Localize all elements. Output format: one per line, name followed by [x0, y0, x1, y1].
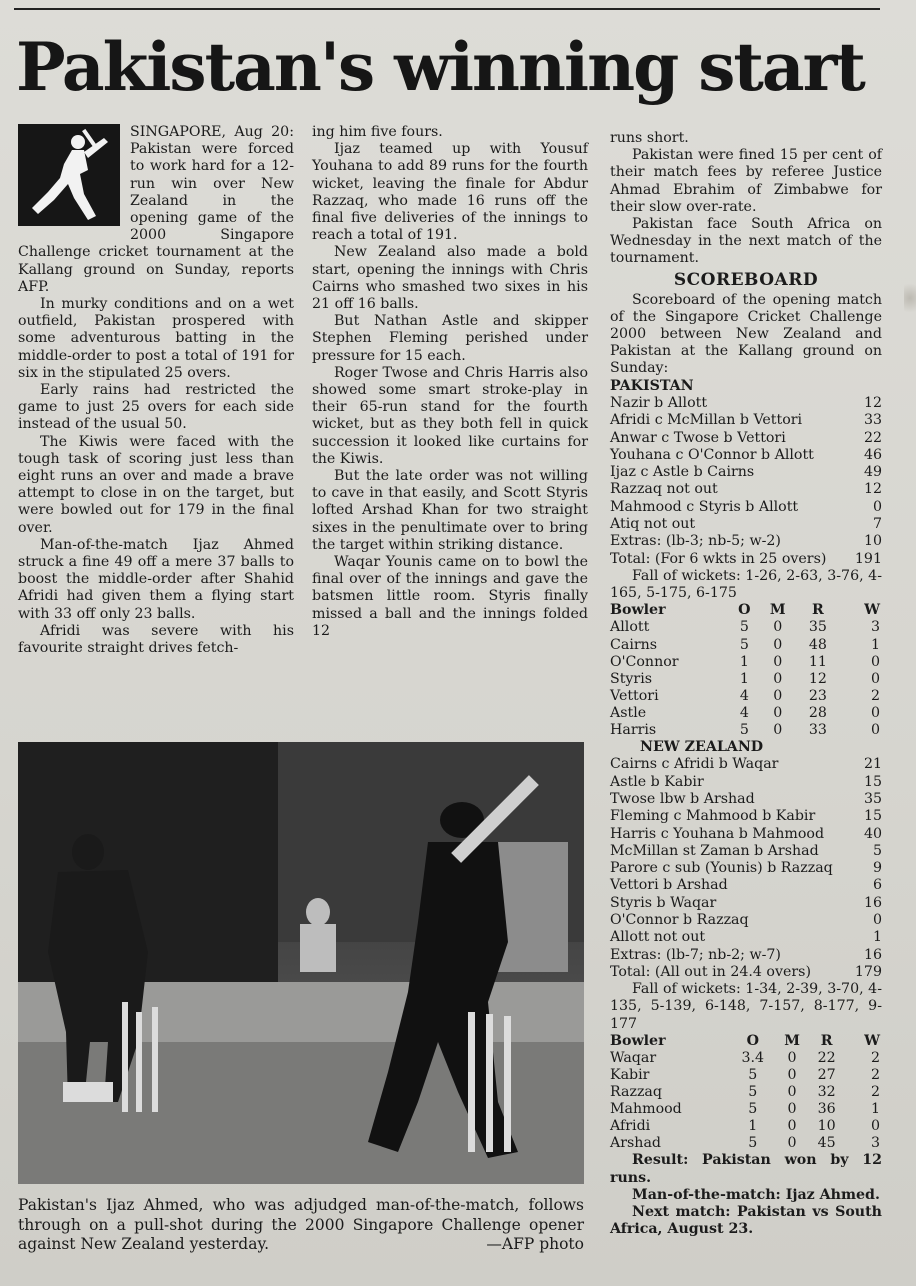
- batsman-entry: Youhana c O'Connor b Allott: [610, 446, 814, 463]
- batting-row: [610, 430, 882, 447]
- fall-of-wickets-pakistan: Fall of wickets: 1-26, 2-63, 3-76, 4-165, 5-175, 6-175: [610, 567, 882, 602]
- batsman-entry: Razzaq not out: [610, 481, 718, 498]
- bowling-column-header: R: [811, 602, 824, 619]
- batting-row: [610, 412, 882, 429]
- batsman-runs: 9: [872, 860, 882, 877]
- article-paragraph: Man-of-the-match Ijaz Ahmed struck a fine 49 off a mere 37 balls to boost the middle-order after Shahid Afridi had given them a flying start with 33 off only 23 balls.: [18, 536, 294, 622]
- bowling-figure: 3.4: [741, 1049, 765, 1066]
- batsman-entry: Atiq not out: [610, 516, 696, 533]
- article-paragraph: Pakistan were fined 15 per cent of their match fees by referee Justice Ahmad Ebrahim of Zimbabwe for their slow over-rate.: [610, 147, 882, 215]
- batsman-runs: 0: [872, 498, 882, 515]
- bowling-figure: 5: [739, 721, 749, 738]
- bowling-column-header: M: [784, 1032, 800, 1049]
- batting-row: [610, 533, 882, 550]
- bowling-row: [610, 1084, 882, 1101]
- bowling-figure: 28: [808, 704, 827, 721]
- headline: Pakistan's winning start: [16, 28, 864, 106]
- team-heading-new-zealand: NEW ZEALAND: [640, 739, 764, 756]
- bowler-name: Waqar: [610, 1049, 657, 1066]
- batsman-runs: 40: [863, 825, 882, 842]
- batting-row: [610, 964, 882, 981]
- bowling-figure: 2: [870, 1084, 880, 1101]
- batsman-runs: 5: [872, 842, 882, 859]
- cricket-batsman-icon: [18, 124, 120, 226]
- batsman-runs: 191: [854, 550, 882, 567]
- batsman-entry: Fleming c Mahmood b Kabir: [610, 808, 816, 825]
- article-column-1: [18, 124, 294, 657]
- article-paragraph: In murky conditions and on a wet outfield, Pakistan prospered with some adventurous batting in the middle-order to post a total of 191 for six in the stipulated 25 overs.: [18, 296, 294, 381]
- article-paragraph: Early rains had restricted the game to just 25 overs for each side instead of the usual 50.: [18, 382, 294, 433]
- batting-row: [610, 464, 882, 481]
- bowling-figure: 1: [870, 1101, 880, 1118]
- batting-row: [610, 774, 882, 791]
- batsman-runs: 16: [863, 946, 882, 963]
- article-paragraph: Waqar Younis came on to bowl the final over of the innings and gave the batsmen little room. Styris finally missed a ball and the innings folded 12: [312, 554, 588, 639]
- next-match: Next match: Pakistan vs South Africa, August 23.: [610, 1204, 882, 1238]
- bowling-row: [610, 671, 882, 688]
- article-column-2: [312, 124, 588, 640]
- article-paragraph: Afridi was severe with his favourite straight drives fetch-: [18, 622, 294, 657]
- new-zealand-bowling-table: [610, 1033, 882, 1153]
- bowling-figure: 2: [870, 1067, 880, 1084]
- top-rule: [14, 8, 880, 10]
- bowling-figure: 45: [817, 1135, 836, 1152]
- bowling-figure: 0: [870, 1118, 880, 1135]
- bowler-name: Harris: [610, 721, 657, 738]
- scoreboard-title: SCOREBOARD: [673, 269, 819, 290]
- batsman-runs: 7: [872, 516, 882, 533]
- batsman-entry: Allott not out: [610, 929, 706, 946]
- bowling-column-header: M: [769, 602, 786, 619]
- batting-row: [610, 516, 882, 533]
- scoreboard-intro: Scoreboard of the opening match of the Singapore Cricket Challenge 2000 between New Zealand and Pakistan at the Kallang ground on Sunday:: [610, 291, 882, 377]
- bowler-name: Vettori: [610, 687, 659, 704]
- batting-row: [610, 481, 882, 498]
- bowling-row: [610, 1050, 882, 1067]
- bowling-figure: 0: [773, 636, 783, 653]
- batsman-runs: 6: [872, 877, 882, 894]
- batsman-runs: 12: [863, 394, 882, 411]
- bowling-figure: 5: [748, 1101, 758, 1118]
- batsman-entry: Extras: (lb-3; nb-5; w-2): [610, 533, 781, 550]
- bowling-row: [610, 619, 882, 636]
- bowling-figure: 4: [739, 704, 749, 721]
- batting-row: [610, 877, 882, 894]
- bowler-name: Razzaq: [610, 1084, 662, 1101]
- bowling-figure: 1: [748, 1118, 758, 1135]
- bowling-column-header: Bowler: [610, 1032, 666, 1049]
- batsman-runs: 15: [863, 773, 882, 790]
- bowling-row: [610, 688, 882, 705]
- bowling-figure: 0: [870, 704, 880, 721]
- bowling-figure: 0: [773, 687, 783, 704]
- batting-row: [610, 551, 882, 568]
- bowling-figure: 11: [808, 653, 827, 670]
- bowling-figure: 3: [870, 1135, 880, 1152]
- bowling-figure: 4: [739, 687, 749, 704]
- batsman-runs: 1: [872, 929, 882, 946]
- batsman-entry: Ijaz c Astle b Cairns: [610, 464, 755, 481]
- bowling-figure: 0: [773, 704, 783, 721]
- batting-row: [610, 499, 882, 516]
- bowling-figure: 0: [787, 1101, 797, 1118]
- bowling-column-header: W: [864, 602, 880, 619]
- bowling-column-header: O: [746, 1032, 759, 1049]
- bowling-figure: 12: [808, 670, 827, 687]
- bowling-figure: 22: [817, 1049, 836, 1066]
- bowler-name: Styris: [610, 670, 653, 687]
- bowler-name: Cairns: [610, 636, 658, 653]
- bowler-name: Allott: [610, 619, 650, 636]
- new-zealand-batting-list: [610, 756, 882, 981]
- batting-row: [610, 395, 882, 412]
- match-photo: [18, 742, 584, 1184]
- bowling-header-row: [610, 602, 882, 619]
- pakistan-bowling-table: [610, 602, 882, 739]
- bowling-row: [610, 1067, 882, 1084]
- caption-text: Pakistan's Ijaz Ahmed, who was adjudged man-of-the-match, follows through on a pull-shot during the 2000 Singapore Challenge opener against New Zealand yesterday.: [18, 1196, 584, 1253]
- bowling-figure: 5: [748, 1084, 758, 1101]
- article-paragraph: ing him five fours.: [312, 124, 443, 140]
- bowling-figure: 0: [787, 1067, 797, 1084]
- bowling-figure: 0: [870, 670, 880, 687]
- article-paragraph: But the late order was not willing to cave in that easily, and Scott Styris lofted Arshad Khan for two straight sixes in the penultimate over to bring the target within striking distance.: [312, 468, 588, 553]
- bowling-figure: 0: [870, 653, 880, 670]
- bowling-figure: 0: [773, 721, 783, 738]
- article-paragraph: New Zealand also made a bold start, opening the innings with Chris Cairns who smashed two sixes in his 21 off 16 balls.: [312, 244, 588, 313]
- article-paragraph: SINGAPORE, Aug 20: Pakistan were forced to work hard for a 12-run win over New Zealand in the opening game of the 2000 Singapore Challenge cricket tournament at the Kallang ground on Sunday, reports AFP.: [18, 124, 294, 295]
- bowling-figure: 5: [739, 619, 749, 636]
- bowler-name: Afridi: [610, 1118, 651, 1135]
- bowling-figure: 2: [870, 687, 880, 704]
- bowler-name: Astle: [610, 704, 647, 721]
- batsman-runs: 46: [863, 446, 882, 463]
- article-paragraph: runs short.: [610, 130, 689, 146]
- batsman-entry: Nazir b Allott: [610, 394, 708, 411]
- batting-row: [610, 929, 882, 946]
- bowling-figure: 10: [817, 1118, 836, 1135]
- batsman-entry: Total: (For 6 wkts in 25 overs): [610, 550, 827, 567]
- bowler-name: Mahmood: [610, 1101, 682, 1118]
- batsman-runs: 22: [863, 429, 882, 446]
- batting-row: [610, 843, 882, 860]
- bowling-figure: 23: [808, 687, 827, 704]
- bowling-figure: 5: [748, 1135, 758, 1152]
- bowling-figure: 0: [870, 721, 880, 738]
- batting-row: [610, 447, 882, 464]
- photo-credit: —AFP photo: [486, 1235, 584, 1253]
- team-heading-pakistan: PAKISTAN: [610, 377, 694, 394]
- bowling-figure: 0: [787, 1118, 797, 1135]
- fall-of-wickets-new-zealand: Fall of wickets: 1-34, 2-39, 3-70, 4-135, 5-139, 6-148, 7-157, 8-177, 9-177: [610, 981, 882, 1032]
- bowling-figure: 5: [739, 636, 749, 653]
- batsman-entry: Harris c Youhana b Mahmood: [610, 825, 825, 842]
- bowling-figure: 0: [787, 1135, 797, 1152]
- batsman-entry: Vettori b Arshad: [610, 877, 728, 894]
- bowling-figure: 35: [808, 619, 827, 636]
- pakistan-batting-list: [610, 395, 882, 568]
- batsman-runs: 179: [854, 963, 882, 980]
- batsman-entry: Mahmood c Styris b Allott: [610, 498, 799, 515]
- bowling-row: [610, 637, 882, 654]
- bowling-figure: 3: [870, 619, 880, 636]
- man-of-the-match: Man-of-the-match: Ijaz Ahmed.: [632, 1186, 880, 1203]
- bowler-name: Arshad: [610, 1135, 661, 1152]
- batsman-runs: 12: [863, 481, 882, 498]
- batsman-runs: 35: [863, 790, 882, 807]
- bowling-header-row: [610, 1033, 882, 1050]
- bowling-column-header: R: [820, 1032, 833, 1049]
- article-paragraph: Ijaz teamed up with Yousuf Youhana to add 89 runs for the fourth wicket, leaving the finale for Abdur Razzaq, who made 16 runs off the final five deliveries of the innings to reach a total of 191.: [312, 141, 588, 244]
- bowling-column-header: W: [864, 1032, 880, 1049]
- batsman-runs: 49: [863, 464, 882, 481]
- batsman-entry: Anwar c Twose b Vettori: [610, 429, 786, 446]
- batsman-runs: 21: [863, 756, 882, 773]
- batsman-entry: Astle b Kabir: [610, 773, 704, 790]
- article-paragraph: Roger Twose and Chris Harris also showed some smart stroke-play in their 65-run stand for the fourth wicket, but as they both fell in quick succession it looked like curtains for the Kiwis.: [312, 364, 588, 467]
- bowling-figure: 48: [808, 636, 827, 653]
- article-paragraph: The Kiwis were faced with the tough task of scoring just less than eight runs an over and made a brave attempt to close in on the target, but were bowled out for 179 in the final over.: [18, 433, 294, 536]
- bowling-figure: 0: [787, 1049, 797, 1066]
- bowling-figure: 2: [870, 1049, 880, 1066]
- bowling-row: [610, 1101, 882, 1118]
- batting-row: [610, 895, 882, 912]
- bowling-figure: 1: [739, 653, 749, 670]
- match-result: Result: Pakistan won by 12 runs.: [610, 1152, 882, 1186]
- bowling-row: [610, 1135, 882, 1152]
- bowling-column-header: Bowler: [610, 602, 666, 619]
- batsman-entry: Extras: (lb-7; nb-2; w-7): [610, 946, 781, 963]
- bowler-name: Kabir: [610, 1067, 650, 1084]
- batsman-entry: O'Connor b Razzaq: [610, 912, 749, 929]
- batsman-entry: Twose lbw b Arshad: [610, 790, 755, 807]
- photo-caption: [18, 1196, 584, 1255]
- batsman-entry: Cairns c Afridi b Waqar: [610, 756, 779, 773]
- article-paragraph: Pakistan face South Africa on Wednesday in the next match of the tournament.: [610, 216, 882, 267]
- batting-row: [610, 947, 882, 964]
- bowling-figure: 5: [748, 1067, 758, 1084]
- batsman-runs: 0: [872, 912, 882, 929]
- bowling-figure: 0: [773, 670, 783, 687]
- bowling-figure: 1: [739, 670, 749, 687]
- batsman-runs: 15: [863, 808, 882, 825]
- batsman-runs: 10: [863, 533, 882, 550]
- batting-row: [610, 808, 882, 825]
- bowling-column-header: O: [738, 602, 751, 619]
- batsman-runs: 33: [863, 412, 882, 429]
- bowling-figure: 33: [808, 721, 827, 738]
- batsman-entry: Total: (All out in 24.4 overs): [610, 963, 811, 980]
- batsman-runs: 16: [863, 894, 882, 911]
- batsman-entry: Styris b Waqar: [610, 894, 717, 911]
- bowling-row: [610, 705, 882, 722]
- batsman-entry: Afridi c McMillan b Vettori: [610, 412, 803, 429]
- article-column-3: [610, 130, 882, 1239]
- batsman-entry: McMillan st Zaman b Arshad: [610, 842, 819, 859]
- bowling-figure: 0: [773, 619, 783, 636]
- batting-row: [610, 756, 882, 773]
- bowler-name: O'Connor: [610, 653, 679, 670]
- bowling-figure: 27: [817, 1067, 836, 1084]
- batting-row: [610, 791, 882, 808]
- paper-stain: [904, 278, 916, 318]
- bowling-row: [610, 722, 882, 739]
- article-paragraph: But Nathan Astle and skipper Stephen Fleming perished under pressure for 15 each.: [312, 313, 588, 364]
- bowling-row: [610, 654, 882, 671]
- bowling-figure: 0: [773, 653, 783, 670]
- bowling-figure: 1: [870, 636, 880, 653]
- batting-row: [610, 826, 882, 843]
- bowling-figure: 32: [817, 1084, 836, 1101]
- batsman-entry: Parore c sub (Younis) b Razzaq: [610, 860, 833, 877]
- bowling-figure: 0: [787, 1084, 797, 1101]
- batting-row: [610, 912, 882, 929]
- batting-row: [610, 860, 882, 877]
- bowling-row: [610, 1118, 882, 1135]
- bowling-figure: 36: [817, 1101, 836, 1118]
